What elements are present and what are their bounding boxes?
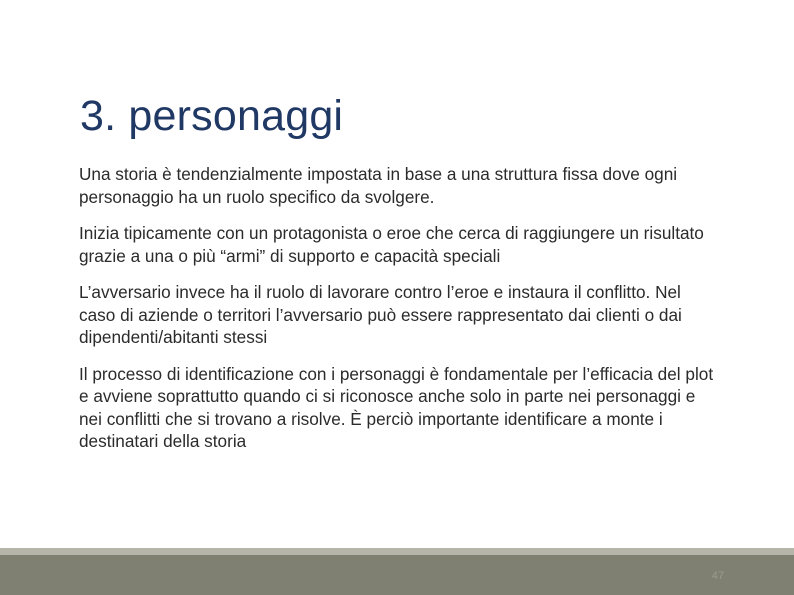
slide-title: 3. personaggi (80, 92, 344, 140)
paragraph-antagonist: L’avversario invece ha il ruolo di lavorare contro l’eroe e instaura il conflitto. Nel caso di aziende o territori l’avversario può essere rappresentato dai clienti o dai dipendenti/abitanti stessi (79, 282, 682, 347)
footer-bar (0, 555, 794, 595)
page-number: 47 (711, 570, 724, 582)
paragraph-protagonist: Inizia tipicamente con un protagonista o eroe che cerca di raggiungere un risultato grazie a una o più “armi” di supporto e capacità speciali (79, 223, 704, 266)
paragraph-structure: Una storia è tendenzialmente impostata in base a una struttura fissa dove ogni personaggio ha un ruolo specifico da svolgere. (79, 164, 678, 207)
footer-stripe (0, 548, 794, 555)
paragraph-identification: Il processo di identificazione con i personaggi è fondamentale per l’efficacia del plot e avviene soprattutto quando ci si riconosce anche solo in parte nei personaggi e nei conflitti che si trovano a risolve. È perciò importante identificare a monte i destinatari della storia (79, 363, 714, 451)
slide-body (79, 163, 719, 467)
